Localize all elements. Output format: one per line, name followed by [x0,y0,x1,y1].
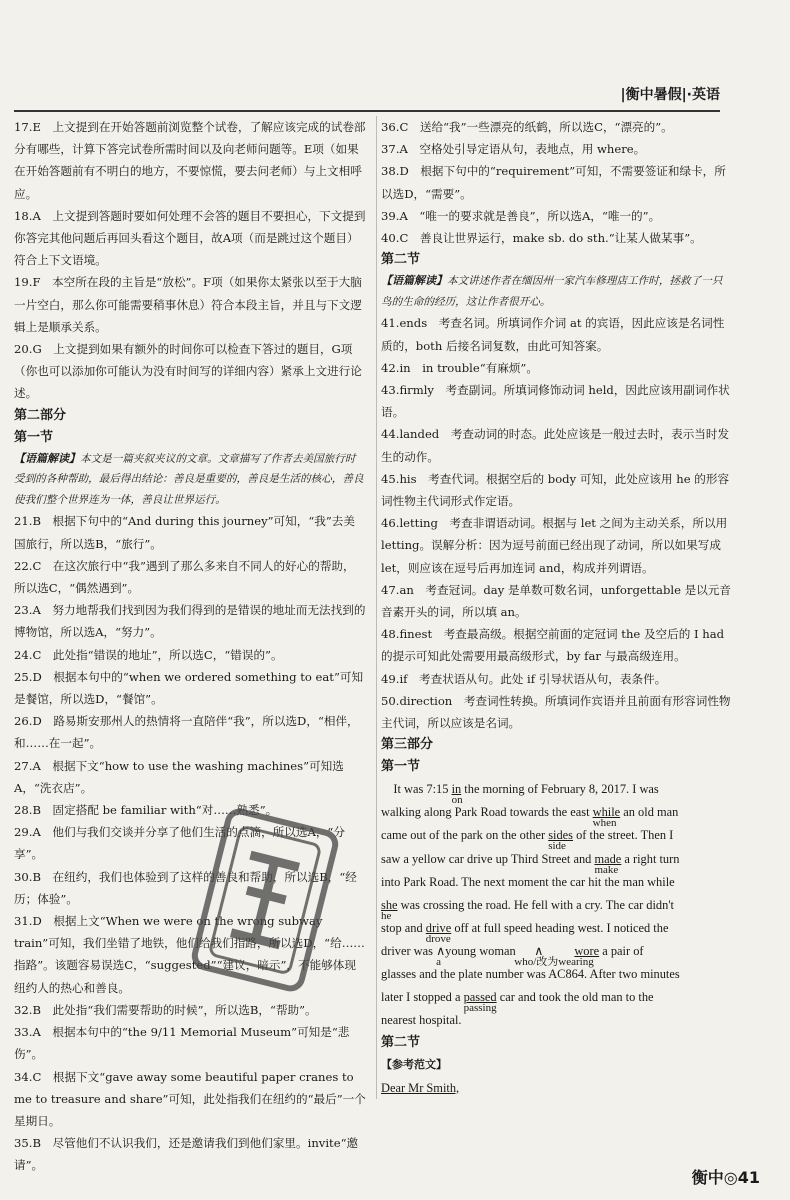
section-title: 第二部分 [14,407,67,423]
passage-line: walking along Park Road towards the east while when an old man [381,801,733,824]
correction: a [436,955,441,968]
answer-item: 25.D 根据本句中的“when we ordered something to eat”可知是餐馆，所以选D，“餐馆”。 [14,669,364,707]
answer-item: 50.direction 考查词性转换。所填词作宾语并且前面有形容词性物主代词，所以应该是名词。 [381,693,731,731]
answer-item: 43.firmly 考查副词。所填词修饰动词 held，因此应该用副词作状语。 [381,383,730,420]
reading-tag: 【语篇解读】 [14,451,80,465]
answer-item: 29.A 他们与我们交谈并分享了他们生活的点滴，所以选A，“分享”。 [14,825,345,862]
passage-line: nearest hospital. [381,1013,462,1028]
answer-item: 22.C 在这次旅行中“我”遇到了那么多来自不同人的好心的帮助，所以选C，“偶然遇到”。 [14,558,355,596]
answer-item: 18.A 上文提到答题时要如何处理不会答的题目不要担心，下文提到你答完其他问题后再回头看这个题目，故A项（而是跳过这个题目）符合上下文语境。 [14,208,366,268]
answer-item: 27.A 根据下文“how to use the washing machines”可知选A，“洗衣店”。 [14,758,344,795]
passage-line: saw a yellow car drive up Third Street and made make a right turn [381,848,733,871]
reading-tag: 【语篇解读】 [381,274,447,288]
answer-item: 39.A “唯一的要求就是善良”，所以选A，“唯一的”。 [381,208,661,223]
page-footer: 衡中◎41 [691,1168,760,1187]
answer-item: 44.landed 考查动词的时态。此处应该是一般过去时，表示当时发生的动作。 [381,427,730,464]
answer-item: 17.E 上文提到在开始答题前浏览整个试卷，了解应该完成的试卷部分有哪些，计算下答完试卷所需时间以及向老师问题等。E项（如果在开始答题前有不明白的地方，不要惊慌，要去问老师）与上文相呼应。 [14,120,366,201]
answer-item: 41.ends 考查名词。所填词作介词 at 的宾语，因此应该是名词性质的，both 后接名词复数，由此可知答案。 [381,316,725,353]
correction: when [592,817,617,830]
answer-item: 23.A 努力地帮我们找到因为我们得到的是错误的地址而无法找到的博物馆，所以选A，“努力”。 [14,603,366,640]
left-column [14,116,366,1177]
answer-item: 38.D 根据下句中的“requirement”可知，不需要签证和绿卡，所以选D，“需要”。 [381,164,726,201]
answer-item: 30.B 在纽约，我们也体验到了这样的善良和帮助，所以选B，“经历；体验”。 [14,869,357,906]
error-correction-passage [381,778,733,1032]
header-rule [14,110,720,112]
answer-item: 28.B 固定搭配 be familiar with“对……熟悉”。 [14,803,278,818]
reading-summary: 【语篇解读】本文讲述作者在缅因州一家汽车修理店工作时，拯救了一只鸟的生命的经历，这让作者很开心。 [381,274,723,308]
passage-line: glasses and the plate number was AC864. After two minutes [381,967,680,982]
answer-item: 36.C 送给“我”一些漂亮的纸鹤，所以选C，“漂亮的”。 [381,120,673,134]
answer-item: 24.C 此处指“错误的地址”，所以选C，“错误的”。 [14,647,283,662]
corrected-word: made make [594,848,621,871]
answer-item: 20.G 上文提到如果有额外的时间你可以检查下答过的题目，G项（你也可以添加你可能认为没有时间写的详细内容）紧承上文进行论述。 [14,342,362,401]
passage-line: driver was ∧ a young woman ∧ who/改为wearing wore a pair of [381,940,733,963]
answer-item: 31.D 根据上文“When we were on the wrong subway train”可知，我们坐错了地铁，他们给我们指路，所以选D，“给……指路”。该题容易误选C，“suggested”“建议，暗示”，不能够体现纽约人的热心和善良。 [14,914,365,995]
answer-item: 19.F 本空所在段的主旨是“放松”。F项（如果你太紧张以至于大脑一片空白，那么你可能需要稍事休息）符合本段主旨，并且与下文逻辑上是顺承关系。 [14,275,362,334]
corrected-word: wore [574,943,600,958]
subsection-title: 第一节 [381,759,421,775]
answer-item: 34.C 根据下文“gave away some beautiful paper cranes to me to treasure and share”可知，此处指我们在纽约的“最后”一个星期日。 [14,1069,366,1128]
answer-item: 35.B 尽管他们不认识我们，还是邀请我们到他们家里。invite“邀请”。 [14,1136,359,1173]
answer-item: 32.B 此处指“我们需要帮助的时候”，所以选B，“帮助”。 [14,1002,317,1017]
answer-item: 37.A 空格处引导定语从句，表地点，用 where。 [381,142,646,157]
correction: make [594,863,619,876]
correction: who/改为wearing [514,955,594,968]
passage-line: stop and drive drove off at full speed heading west. I noticed the [381,917,733,940]
answer-item: 46.letting 考查非谓语动词。根据与 let 之间为主动关系，所以用 letting。误解分析：因为逗号前面已经出现了动词，所以如果写成 let，则应该在逗号后再加连词 and，构成并列谓语。 [381,516,728,575]
corrected-word: while when [593,801,621,824]
answer-item: 45.his 考查代词。根据空后的 body 可知，此处应该用 he 的形容词性物主代词形式作定语。 [381,471,730,509]
subsection-title: 第二节 [381,1035,421,1051]
corrected-word: she he [381,894,398,917]
corrected-word: passed passing [464,986,497,1009]
corrected-word: drive drove [426,917,451,940]
correction: he [381,909,392,922]
letter-salutation: Dear Mr Smith, [381,1080,460,1095]
answer-item: 48.finest 考查最高级。根据空前面的定冠词 the 及空后的 I had 的提示可知此处需要用最高级形式，by far 与最高级连用。 [381,627,725,664]
model-essay-tag: 【参考范文】 [381,1058,447,1072]
corrected-word: sides side [548,824,573,847]
answer-item: 26.D 路易斯安那州人的热情将一直陪伴“我”，所以选D，“相伴，和……在一起”。 [14,714,359,751]
answer-item: 49.if 考查状语从句。此处 if 引导状语从句，表条件。 [381,671,667,686]
correction: passing [463,1002,497,1015]
subsection-title: 第一节 [14,429,54,445]
passage-line: later I stopped a passed passing car and took the old man to the [381,986,733,1009]
insertion-mark: ∧ a [436,940,445,963]
passage-line: came out of the park on the other sides side of the street. Then I [381,824,733,847]
passage-line: It was 7:15 in on the morning of February 8, 2017. I was [381,778,733,801]
answer-item: 33.A 根据本句中的“the 9/11 Memorial Museum”可知是“悲伤”。 [14,1025,350,1062]
answer-item: 40.C 善良让世界运行，make sb. do sth.“让某人做某事”。 [381,231,702,246]
section-title: 第三部分 [381,737,434,753]
correction: drove [425,932,451,945]
correction: side [548,840,566,853]
right-column [376,116,733,1099]
answer-item: 21.B 根据下句中的“And during this journey”可知，“我”去美国旅行，所以选B，“旅行”。 [14,514,355,551]
correction: on [451,794,463,807]
reading-summary: 【语篇解读】本文是一篇夹叙夹议的文章。文章描写了作者去美国旅行时受到的各种帮助，最后得出结论：善良是重要的，善良是生活的核心，善良使我们整个世界连为一体，善良让世界运行。 [14,451,364,506]
passage-line: into Park Road. The next moment the car hit the man while [381,874,675,889]
page-header: |衡中暑假|·英语 [620,87,720,103]
answer-item: 47.an 考查冠词。day 是单数可数名词，unforgettable 是以元音音素开头的词，所以填 an。 [381,582,732,620]
corrected-word: in on [452,778,462,801]
subsection-title: 第二节 [381,252,421,268]
insertion-mark: ∧ who/改为wearing [534,940,543,963]
answer-item: 42.in in trouble“有麻烦”。 [381,360,538,375]
passage-line: she he was crossing the road. He fell with a cry. The car didn't [381,894,733,917]
